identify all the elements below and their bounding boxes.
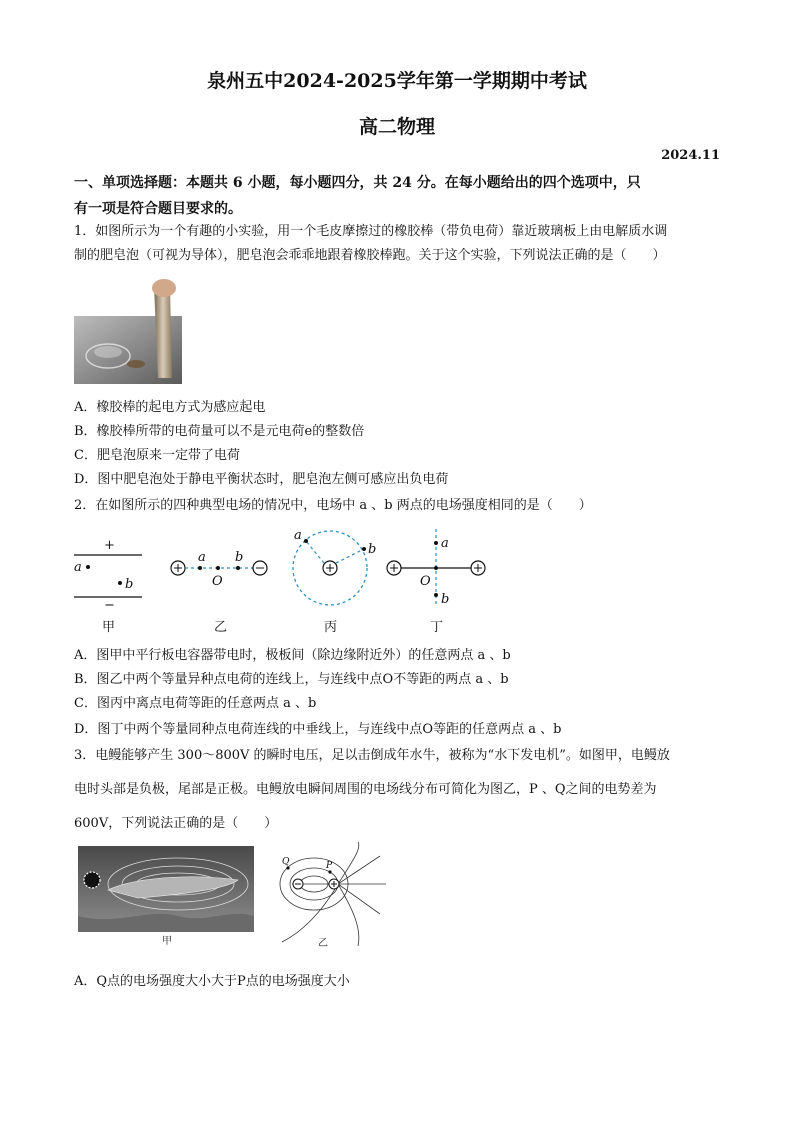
jia-point-b: b: [125, 577, 134, 592]
section-heading-line1: 一、单项选择题：本题共 6 小题，每小题四分，共 24 分。在每小题给出的四个选项中，只: [74, 175, 641, 191]
q1-stem-line2: 制的肥皂泡（可视为导体），肥皂泡会乖乖地跟着橡胶棒跑。关于这个实验，下列说法正确的是（ ）: [74, 248, 666, 263]
label-yi: 乙: [214, 620, 228, 635]
electric-field-figures: [68, 525, 498, 637]
q2-stem: 2．在如图所示的四种典型电场的情况中，电场中 a 、b 两点的电场强度相同的是（ ）: [74, 498, 592, 513]
yi-point-o: O: [212, 574, 223, 589]
exam-date: 2024.11: [661, 148, 720, 163]
electric-eel-photo: [78, 846, 254, 946]
fig-yi: [171, 550, 267, 635]
yi-point-a: a: [198, 550, 206, 565]
bing-point-b: b: [368, 542, 377, 557]
q2-option-d: D．图丁中两个等量同种点电荷连线的中垂线上，与连线中点O等距的任意两点 a 、b: [74, 722, 562, 737]
ding-point-a: a: [441, 536, 449, 551]
bing-point-a: a: [294, 528, 302, 543]
label-ding: 丁: [430, 620, 444, 635]
ding-point-b: b: [441, 592, 450, 607]
point-p: P: [326, 861, 333, 871]
eel-field-lines-diagram: [262, 842, 394, 950]
fig-bing: [293, 528, 376, 635]
q1-option-a: A．橡胶棒的起电方式为感应起电: [74, 400, 266, 415]
soap-bubble-photo: [74, 278, 182, 384]
label-fig-jia: 甲: [162, 936, 172, 946]
fig-ding: [387, 529, 485, 635]
q3-option-a: A．Q点的电场强度大小大于P点的电场强度大小: [74, 974, 350, 989]
q1-stem-line1: 1．如图所示为一个有趣的小实验，用一个毛皮摩擦过的橡胶棒（带负电荷）靠近玻璃板上由电解质水调: [74, 224, 668, 239]
q2-option-b: B．图乙中两个等量异种点电荷的连线上，与连线中点O不等距的两点 a 、b: [74, 672, 509, 687]
q1-option-c: C．肥皂泡原来一定带了电荷: [74, 448, 240, 463]
q3-stem-line1: 3．电鳗能够产生 300～800V 的瞬时电压，足以击倒成年水牛，被称为“水下发电机”。如图甲，电鳗放: [74, 748, 670, 763]
q2-option-a: A．图甲中平行板电容器带电时，极板间（除边缘附近外）的任意两点 a 、b: [74, 648, 511, 663]
section-heading: [74, 170, 724, 222]
fig-jia: [74, 538, 142, 635]
exam-title: 泉州五中2024-2025学年第一学期期中考试: [207, 70, 587, 92]
q3-stem-line3: 600V，下列说法正确的是（ ）: [74, 816, 278, 831]
q3-stem-line2: 电时头部是负极，尾部是正极。电鳗放电瞬间周围的电场线分布可简化为图乙，P 、Q之间的电势差为: [74, 782, 657, 797]
label-jia: 甲: [102, 620, 116, 635]
exam-subtitle: 高二物理: [358, 116, 435, 138]
q1-option-b: B．橡胶棒所带的电荷量可以不是元电荷e的整数倍: [74, 424, 365, 439]
q2-option-c: C．图丙中离点电荷等距的任意两点 a 、b: [74, 696, 317, 711]
plate-minus-sign: −: [104, 598, 115, 613]
point-q: Q: [282, 857, 290, 867]
ding-point-o: O: [420, 574, 431, 589]
label-fig-yi: 乙: [318, 938, 328, 949]
yi-point-b: b: [235, 550, 244, 565]
section-heading-line2: 有一项是符合题目要求的。: [74, 201, 242, 217]
label-bing: 丙: [324, 620, 338, 635]
plate-plus-sign: +: [104, 538, 115, 553]
jia-point-a: a: [74, 560, 82, 575]
q1-option-d: D．图中肥皂泡处于静电平衡状态时，肥皂泡左侧可感应出负电荷: [74, 472, 449, 487]
